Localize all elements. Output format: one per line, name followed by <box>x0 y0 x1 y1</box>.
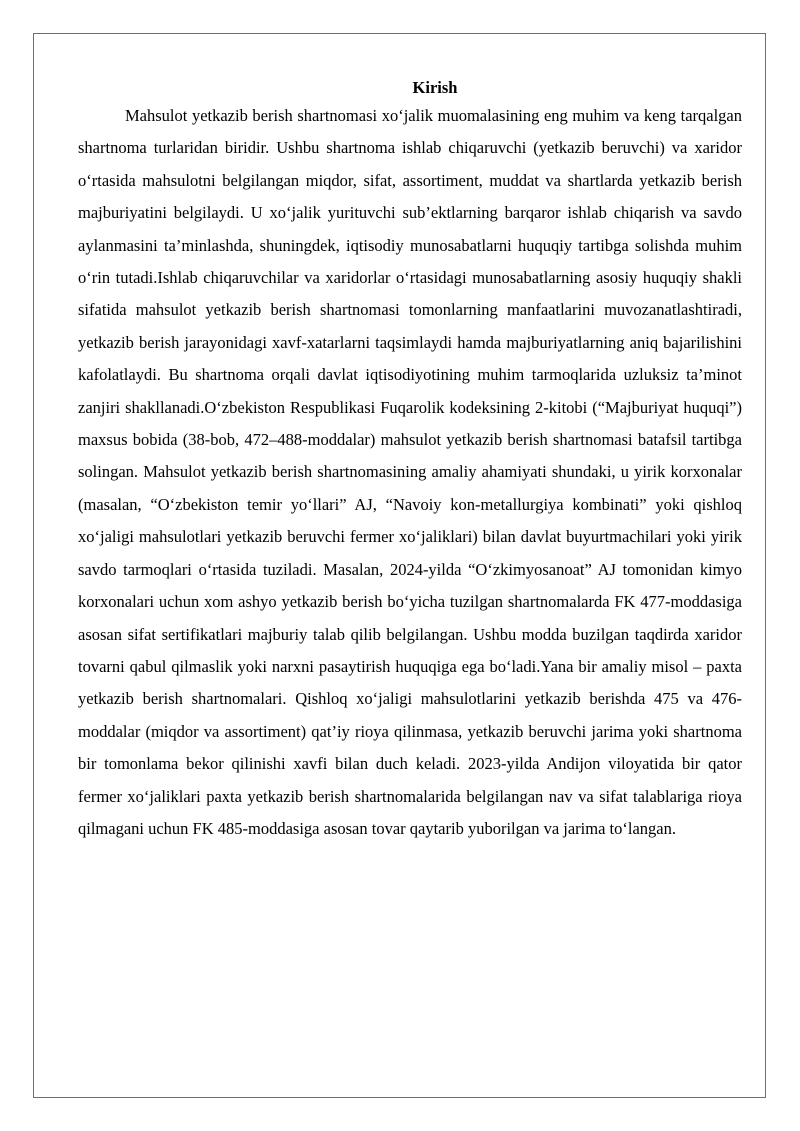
document-body <box>78 76 742 845</box>
page-title: Kirish <box>412 78 458 97</box>
body-paragraph: Mahsulot yetkazib berish shartnomasi xo‘jalik muomalasining eng muhim va keng tarqalgan shartnoma turlaridan biridir. Ushbu shartnoma ishlab chiqaruvchi (yetkazib beruvchi) va xaridor o‘rtasida mahsulotni belgilangan miqdor, sifat, assortiment, muddat va shartlarda yetkazib berish majburiyatini belgilaydi. U xo‘jalik yurituvchi sub’ektlarning barqaror ishlab chiqarish va savdo aylanmasini ta’minlashda, shuningdek, iqtisodiy munosabatlarni huquqiy tartibga solishda muhim o‘rin tutadi.Ishlab chiqaruvchilar va xaridorlar o‘rtasidagi munosabatlarning asosiy huquqiy shakli sifatida mahsulot yetkazib berish shartnomasi tomonlarning manfaatlarini muvozanatlashtiradi, yetkazib berish jarayonidagi xavf-xatarlarni taqsimlaydi hamda majburiyatlarning aniq bajarilishini kafolatlaydi. Bu shartnoma orqali davlat iqtisodiyotining muhim tarmoqlarida uzluksiz ta’minot zanjiri shakllanadi.O‘zbekiston Respublikasi Fuqarolik kodeksining 2-kitobi (“Majburiyat huquqi”) maxsus bobida (38-bob, 472–488-moddalar) mahsulot yetkazib berish shartnomasi batafsil tartibga solingan. Mahsulot yetkazib berish shartnomasining amaliy ahamiyati shundaki, u yirik korxonalar (masalan, “O‘zbekiston temir yo‘llari” AJ, “Navoiy kon-metallurgiya kombinati” yoki qishloq xo‘jaligi mahsulotlari yetkazib beruvchi fermer xo‘jaliklari) bilan davlat buyurtmachilari yoki yirik savdo tarmoqlari o‘rtasida tuziladi. Masalan, 2024-yilda “O‘zkimyosanoat” AJ tomonidan kimyo korxonalari uchun xom ashyo yetkazib berish bo‘yicha tuzilgan shartnomalarda FK 477-moddasiga asosan sifat sertifikatlari majburiy talab qilib belgilangan. Ushbu modda buzilgan taqdirda xaridor tovarni qabul qilmaslik yoki narxni pasaytirish huquqiga ega bo‘ladi.Yana bir amaliy misol – paxta yetkazib berish shartnomalari. Qishloq xo‘jaligi mahsulotlarini yetkazib berishda 475 va 476-moddalar (miqdor va assortiment) qat’iy rioya qilinmasa, yetkazib beruvchi jarima yoki shartnoma bir tomonlama bekor qilinishi xavfi bilan duch keladi. 2023-yilda Andijon viloyatida bir qator fermer xo‘jaliklari paxta yetkazib berish shartnomalarida belgilangan nav va sifat talablariga rioya qilmagani uchun FK 485-moddasiga asosan tovar qaytarib yuborilgan va jarima to‘langan. <box>78 106 742 838</box>
